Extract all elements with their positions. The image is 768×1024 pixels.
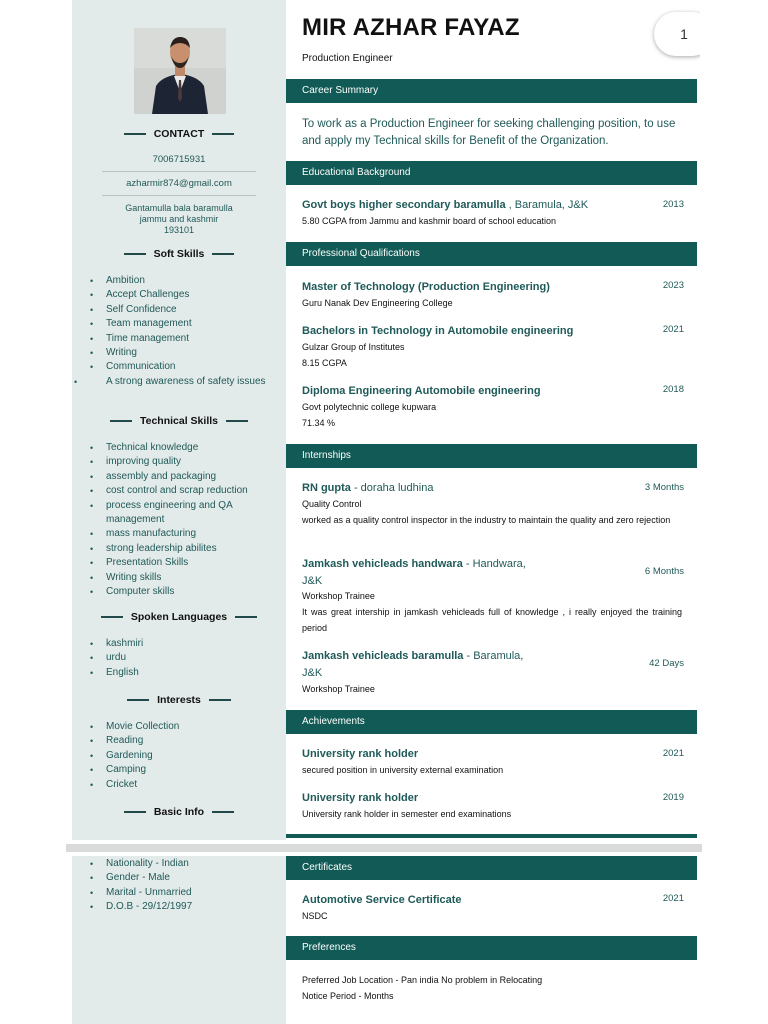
list-item: • cost control and scrap reduction bbox=[90, 484, 290, 498]
resume-page-1 bbox=[72, 0, 700, 840]
achievement-year: 2021 bbox=[662, 748, 684, 759]
contact-divider bbox=[102, 171, 256, 172]
education-year: 2013 bbox=[662, 199, 684, 210]
address bbox=[102, 203, 256, 236]
certificate-year: 2021 bbox=[662, 893, 684, 904]
sidebar bbox=[72, 0, 286, 840]
technical-skills-list bbox=[72, 441, 290, 599]
soft-skills-heading: Soft Skills bbox=[72, 248, 286, 260]
profile-photo bbox=[134, 28, 226, 114]
career-summary-heading: Career Summary bbox=[286, 79, 697, 103]
internship-company: Jamkash vehicleads handwara - Handwara, J&K bbox=[302, 558, 526, 587]
qualification-institute: Govt polytechnic college kupwara bbox=[302, 402, 437, 412]
list-item: • Gardening bbox=[90, 749, 290, 763]
list-item: • improving quality bbox=[90, 455, 290, 469]
basic-info-heading: Basic Info bbox=[72, 806, 286, 818]
achievement-detail: secured position in university external examination bbox=[302, 765, 504, 775]
list-item: • Presentation Skills bbox=[90, 556, 290, 570]
list-item: • Gender - Male bbox=[90, 871, 290, 885]
education-school: Govt boys higher secondary baramulla , Baramula, J&K bbox=[302, 199, 589, 211]
list-item: • strong leadership abilites bbox=[90, 542, 290, 556]
address-line: 193101 bbox=[163, 225, 195, 235]
list-item: • Technical knowledge bbox=[90, 441, 290, 455]
internship-role: Workshop Trainee bbox=[302, 591, 375, 601]
address-line: Gantamulla bala baramulla bbox=[125, 203, 233, 213]
list-item: • Cricket bbox=[90, 778, 290, 792]
address-line: jammu and kashmir bbox=[139, 214, 219, 224]
achievements-heading: Achievements bbox=[286, 710, 697, 734]
soft-skills-list bbox=[72, 274, 290, 389]
education-detail: 5.80 CGPA from Jammu and kashmir board of school education bbox=[302, 216, 556, 226]
section-rule bbox=[286, 834, 697, 838]
list-item: • Nationality - Indian bbox=[90, 857, 290, 871]
list-item: • kashmiri bbox=[90, 637, 290, 651]
list-item: • D.O.B - 29/12/1997 bbox=[90, 900, 290, 914]
qualification-title: Master of Technology (Production Engineering) bbox=[302, 281, 550, 293]
list-item: • process engineering and QA management bbox=[90, 499, 290, 528]
qualification-year: 2021 bbox=[662, 324, 684, 335]
qualification-year: 2018 bbox=[662, 384, 684, 395]
internship-description: It was great intership in jamkash vehicleads full of knowledge , i really enjoyed the training period bbox=[302, 607, 682, 633]
internship-duration: 6 Months bbox=[644, 566, 684, 577]
resume-page-2 bbox=[72, 856, 700, 1024]
preferences-heading: Preferences bbox=[286, 936, 697, 960]
internship-role: Quality Control bbox=[302, 499, 362, 509]
internship-company: RN gupta - doraha ludhina bbox=[302, 482, 434, 494]
list-item: • assembly and packaging bbox=[90, 470, 290, 484]
main-content bbox=[286, 0, 700, 840]
certificate-issuer: NSDC bbox=[302, 911, 328, 921]
qualification-year: 2023 bbox=[662, 280, 684, 291]
internships-heading: Internships bbox=[286, 444, 697, 468]
list-item: • English bbox=[90, 666, 290, 680]
job-title: Production Engineer bbox=[302, 53, 393, 64]
interests-list bbox=[72, 720, 290, 792]
achievement-title: University rank holder bbox=[302, 792, 419, 804]
internship-company: Jamkash vehicleads baramulla - Baramula, J&K bbox=[302, 650, 524, 679]
list-item: • Self Confidence bbox=[90, 303, 290, 317]
internship-description: worked as a quality control inspector in the industry to maintain the quality and zero rejection bbox=[302, 515, 671, 525]
internship-role: Workshop Trainee bbox=[302, 684, 375, 694]
list-item: • Communication bbox=[90, 360, 290, 374]
qualification-title: Diploma Engineering Automobile engineering bbox=[302, 385, 541, 397]
list-item: • Marital - Unmarried bbox=[90, 886, 290, 900]
qualification-title: Bachelors in Technology in Automobile engineering bbox=[302, 325, 574, 337]
internship-duration: 3 Months bbox=[644, 482, 684, 493]
qualification-grade: 8.15 CGPA bbox=[302, 358, 347, 368]
preference-location: Preferred Job Location - Pan india No problem in Relocating bbox=[302, 975, 543, 985]
achievement-year: 2019 bbox=[662, 792, 684, 803]
page-number-badge[interactable]: 1 bbox=[654, 12, 700, 56]
candidate-name: MIR AZHAR FAYAZ bbox=[302, 14, 520, 41]
list-item: • Accept Challenges bbox=[90, 288, 290, 302]
technical-skills-heading: Technical Skills bbox=[72, 415, 286, 427]
contact-heading: CONTACT bbox=[72, 128, 286, 140]
preference-notice-period: Notice Period - Months bbox=[302, 991, 394, 1001]
page-gap bbox=[66, 844, 702, 852]
list-item: • Computer skills bbox=[90, 585, 290, 599]
list-item: • Camping bbox=[90, 763, 290, 777]
main-content bbox=[286, 856, 700, 1024]
list-item: • mass manufacturing bbox=[90, 527, 290, 541]
career-summary-text: To work as a Production Engineer for seeking challenging position, to use and apply my Technical skills for Benefit of the Organization. bbox=[302, 118, 676, 147]
interests-heading: Interests bbox=[72, 694, 286, 706]
qualification-institute: Gulzar Group of Institutes bbox=[302, 342, 405, 352]
list-item: • urdu bbox=[90, 651, 290, 665]
list-item: • Ambition bbox=[90, 274, 290, 288]
achievement-detail: University rank holder in semester end examinations bbox=[302, 809, 512, 819]
list-item: • Writing skills bbox=[90, 571, 290, 585]
sidebar bbox=[72, 856, 286, 1024]
qualifications-heading: Professional Qualifications bbox=[286, 242, 697, 266]
qualification-institute: Guru Nanak Dev Engineering College bbox=[302, 298, 453, 308]
email-address: azharmir874@gmail.com bbox=[126, 178, 232, 189]
certificates-heading: Certificates bbox=[286, 856, 697, 880]
languages-heading: Spoken Languages bbox=[72, 611, 286, 623]
contact-divider bbox=[102, 195, 256, 196]
list-item: • Reading bbox=[90, 734, 290, 748]
education-heading: Educational Background bbox=[286, 161, 697, 185]
languages-list bbox=[72, 637, 290, 680]
certificate-title: Automotive Service Certificate bbox=[302, 894, 462, 906]
list-item: • Movie Collection bbox=[90, 720, 290, 734]
list-item: • A strong awareness of safety issues bbox=[74, 375, 290, 389]
qualification-grade: 71.34 % bbox=[302, 418, 336, 428]
list-item: • Writing bbox=[90, 346, 290, 360]
internship-duration: 42 Days bbox=[649, 658, 684, 669]
achievement-title: University rank holder bbox=[302, 748, 419, 760]
list-item: • Team management bbox=[90, 317, 290, 331]
basic-info-list bbox=[72, 857, 290, 915]
list-item: • Time management bbox=[90, 332, 290, 346]
phone-number: 7006715931 bbox=[152, 154, 206, 165]
